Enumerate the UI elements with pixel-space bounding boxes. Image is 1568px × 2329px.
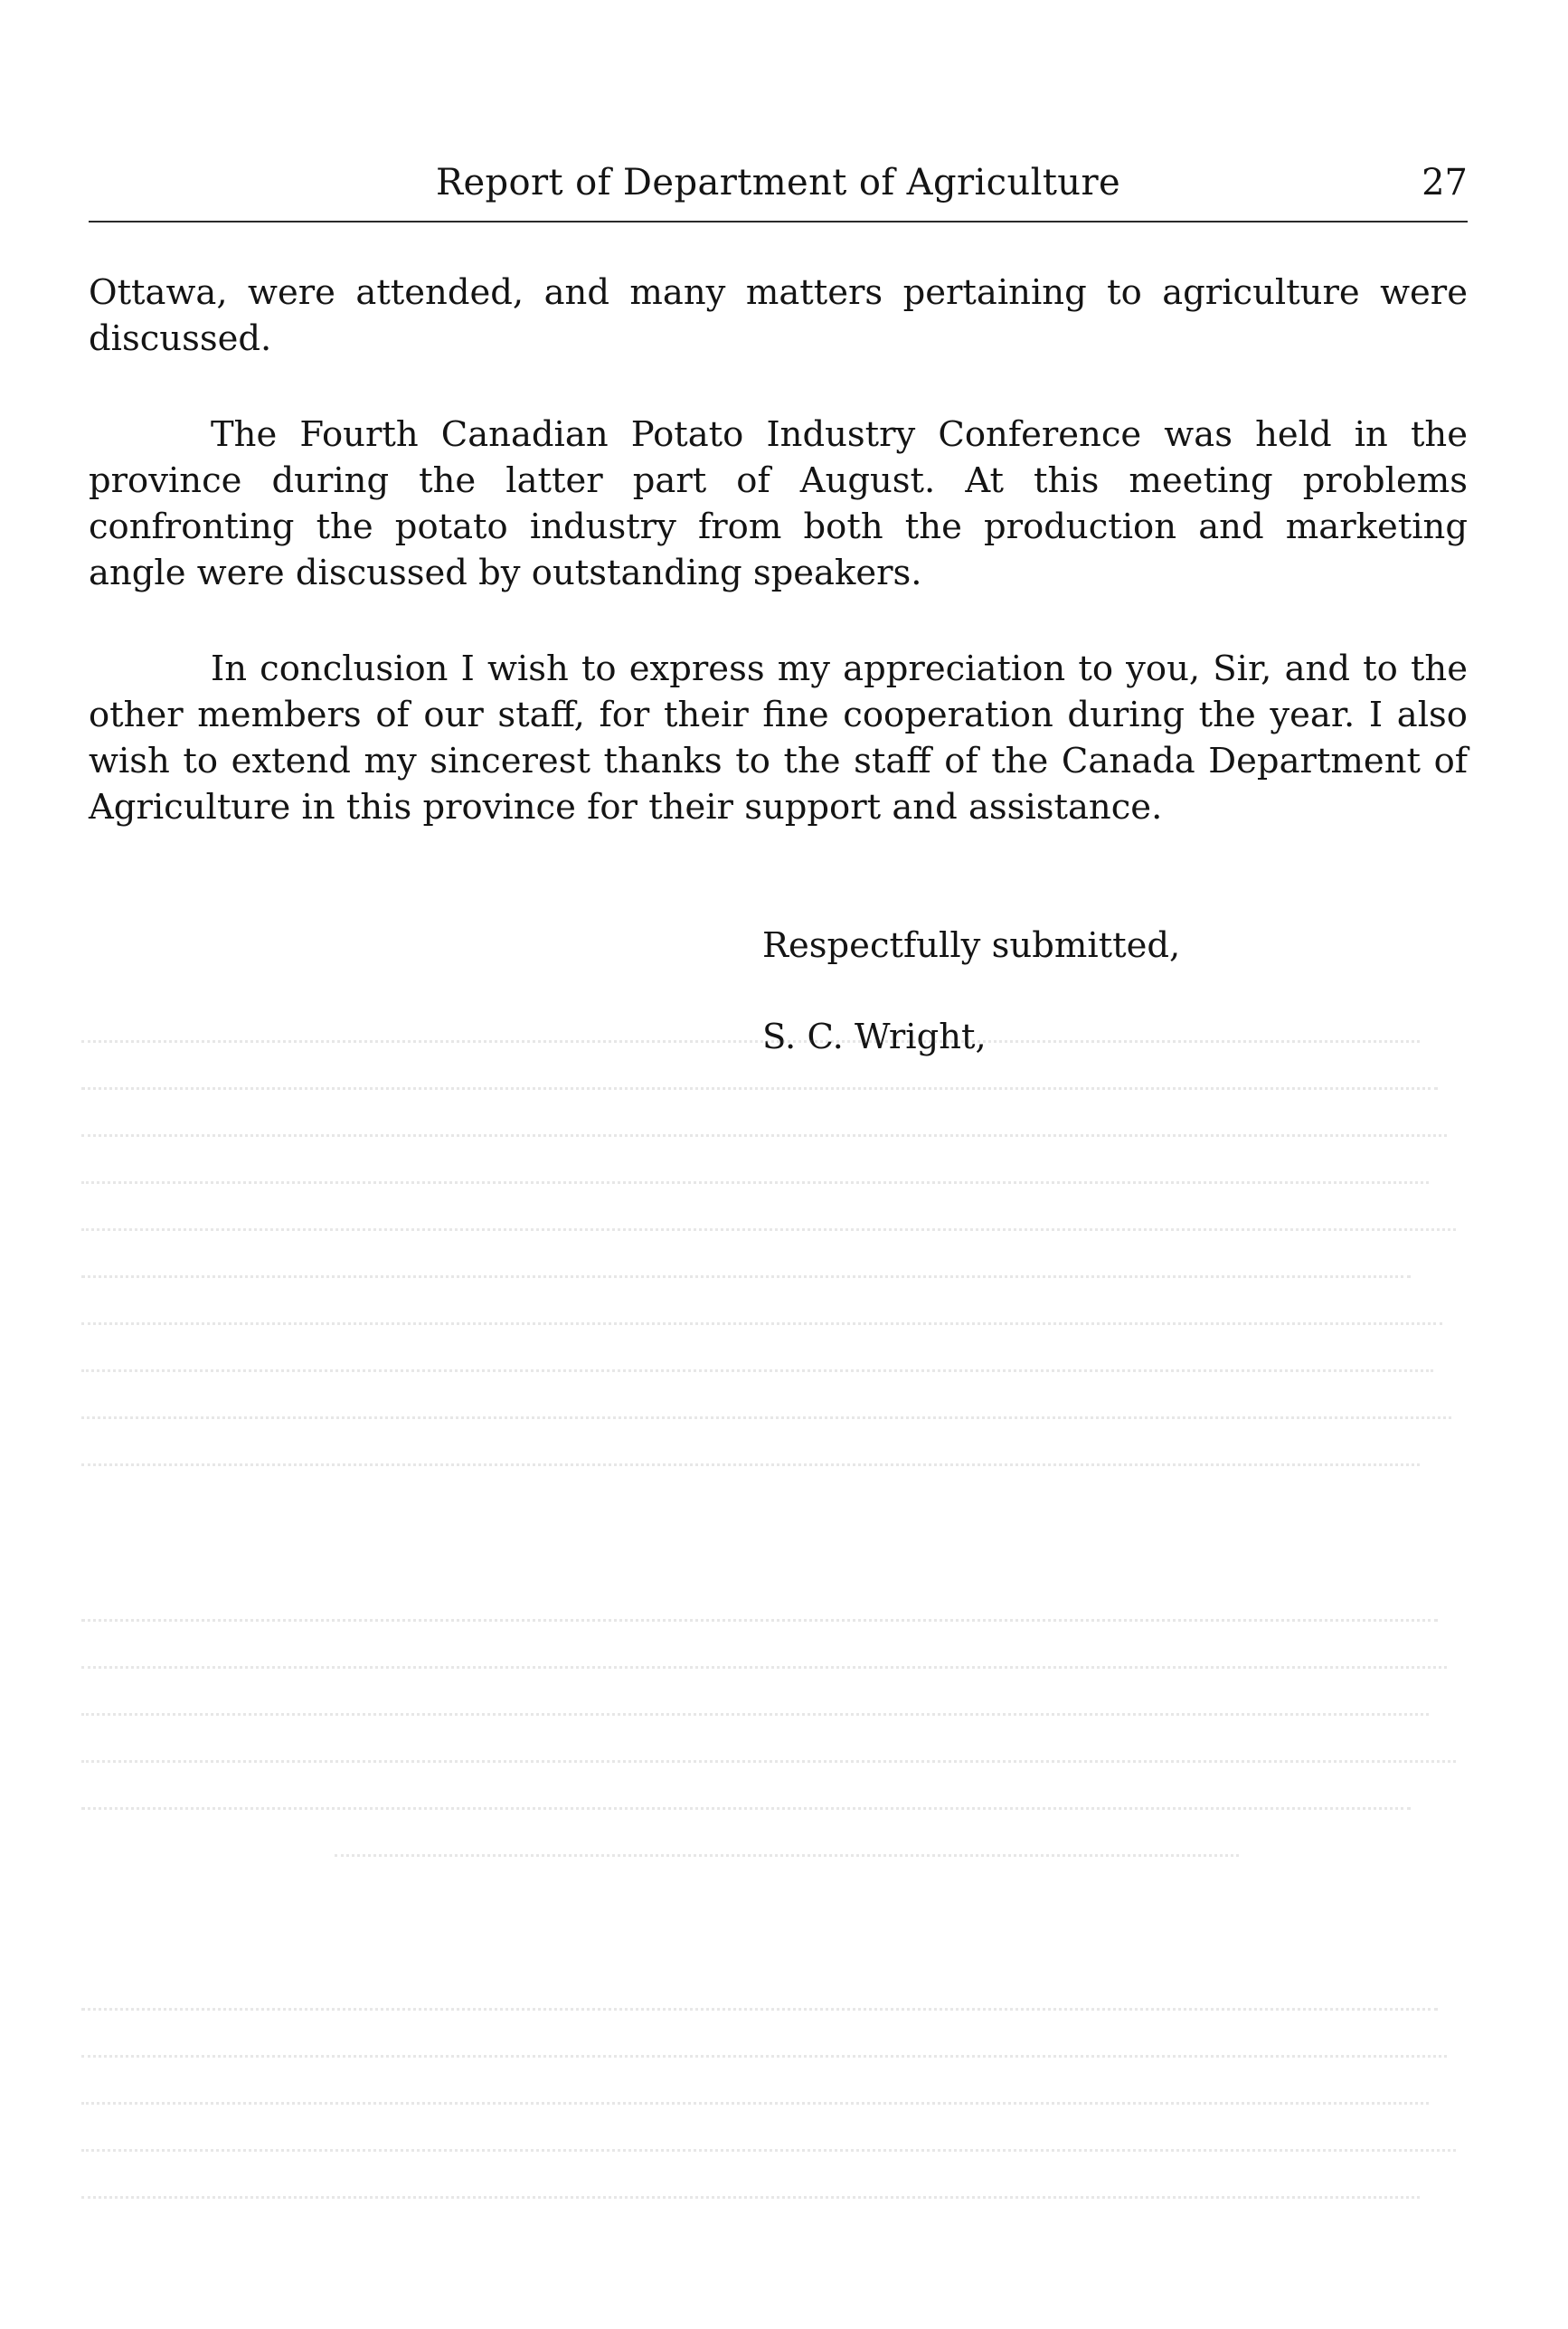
show-through-line <box>81 1134 1447 1141</box>
show-through-line <box>81 2149 1456 2155</box>
show-through-line <box>81 1369 1433 1376</box>
valediction: Respectfully submitted, <box>762 925 1181 966</box>
show-through-line <box>81 2102 1429 2108</box>
show-through-line <box>81 2008 1438 2014</box>
show-through-line <box>81 1416 1451 1423</box>
paragraph-continuation: Ottawa, were attended, and many matters pertaining to agriculture were discussed. <box>89 272 1468 359</box>
closing-block <box>762 923 1180 1060</box>
show-through-line <box>81 1666 1447 1672</box>
show-through-line <box>81 2196 1420 2202</box>
signatory-name: S. C. Wright, <box>762 1017 987 1057</box>
show-through-line <box>81 1322 1442 1329</box>
page-number: 27 <box>1422 162 1468 204</box>
show-through-line <box>335 1854 1239 1860</box>
show-through-line <box>81 1040 1420 1046</box>
show-through-line <box>81 1228 1456 1235</box>
show-through-line <box>81 2055 1447 2061</box>
paragraph-conclusion: In conclusion I wish to express my appreciation to you, Sir, and to the other members of our staff, for their fine cooperation during the year. I also wish to extend my sincerest thanks to the staff of the Canada Department of Agriculture in this province for their support and assistance. <box>89 649 1468 828</box>
running-header <box>89 156 1468 210</box>
paragraph-potato-conference: The Fourth Canadian Potato Industry Conference was held in the province during the latter part of August. At this meeting problems confronting the potato industry from both the production and marketing angle were discussed by outstanding speakers. <box>89 414 1468 593</box>
show-through-line <box>81 1275 1411 1282</box>
show-through-line <box>81 1760 1456 1766</box>
show-through-line <box>81 1087 1438 1093</box>
header-rule <box>89 221 1468 222</box>
running-title: Report of Department of Agriculture <box>435 162 1121 204</box>
show-through-line <box>81 1713 1429 1719</box>
show-through-line <box>81 1619 1438 1625</box>
show-through-line <box>81 1181 1429 1188</box>
show-through-line <box>81 1807 1411 1813</box>
body-text <box>89 270 1468 880</box>
show-through-texture <box>81 1040 1483 2288</box>
show-through-line <box>81 1463 1420 1470</box>
